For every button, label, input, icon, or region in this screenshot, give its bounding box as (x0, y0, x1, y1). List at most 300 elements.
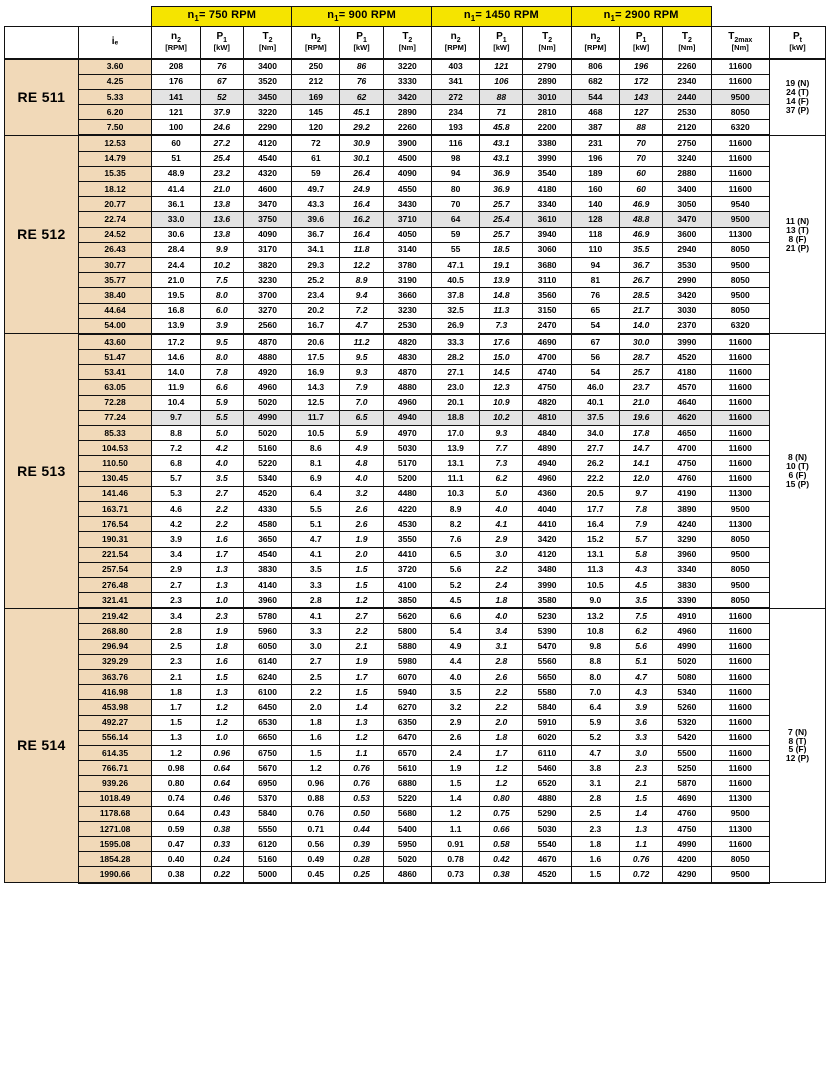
p1-cell: 37.9 (200, 105, 243, 120)
n2-cell: 0.88 (292, 791, 340, 806)
n2-cell: 4.5 (431, 593, 479, 609)
n2-cell: 0.64 (152, 806, 200, 821)
n2-cell: 41.4 (152, 182, 200, 197)
table-row (5, 395, 826, 410)
n2-cell: 70 (431, 197, 479, 212)
ratio-cell: 54.00 (78, 318, 152, 334)
n2-cell: 27.7 (571, 441, 619, 456)
p1-cell: 30.0 (620, 334, 663, 350)
n2-cell: 128 (571, 212, 619, 227)
n2-cell: 250 (292, 59, 340, 75)
table-row (5, 426, 826, 441)
t2-cell: 3470 (243, 197, 291, 212)
n2-cell: 5.6 (431, 562, 479, 577)
n2-cell: 231 (571, 135, 619, 151)
n2-cell: 0.45 (292, 867, 340, 883)
t2-cell: 3940 (523, 227, 571, 242)
t2-cell: 3050 (663, 197, 711, 212)
n2-cell: 10.5 (571, 577, 619, 592)
table-row (5, 624, 826, 639)
p1-cell: 4.0 (480, 608, 523, 624)
p1-cell: 3.2 (340, 486, 383, 501)
n2-cell: 51 (152, 151, 200, 166)
n2-cell: 1.1 (431, 821, 479, 836)
t2-cell: 3420 (523, 532, 571, 547)
t2-cell: 2440 (663, 89, 711, 104)
p1-cell: 1.3 (200, 685, 243, 700)
p1-cell: 14.1 (620, 456, 663, 471)
p1-cell: 36.9 (480, 182, 523, 197)
p1-cell: 2.2 (480, 700, 523, 715)
table-row (5, 654, 826, 669)
t2max-cell: 11600 (711, 151, 769, 166)
p1-cell: 7.2 (340, 303, 383, 318)
p1-cell: 0.24 (200, 852, 243, 867)
p1-cell: 0.53 (340, 791, 383, 806)
p1-cell: 0.33 (200, 837, 243, 852)
p1-cell: 30.9 (340, 135, 383, 151)
t2-cell: 3220 (383, 59, 431, 75)
n2-cell: 0.47 (152, 837, 200, 852)
ratio-cell: 15.35 (78, 166, 152, 181)
t2-cell: 5620 (383, 608, 431, 624)
p1-cell: 1.2 (480, 776, 523, 791)
t2-cell: 4180 (523, 182, 571, 197)
t2max-cell: 11300 (711, 486, 769, 501)
n2-cell: 2.0 (292, 700, 340, 715)
n2-cell: 0.74 (152, 791, 200, 806)
header-n2-2900: $n_2$ [RPM] (571, 27, 619, 59)
t2-cell: 5020 (243, 426, 291, 441)
n2-cell: 0.38 (152, 867, 200, 883)
p1-cell: 1.3 (200, 562, 243, 577)
t2-cell: 5420 (663, 730, 711, 745)
p1-cell: 1.7 (200, 547, 243, 562)
p1-cell: 21.0 (620, 395, 663, 410)
t2-cell: 5340 (663, 685, 711, 700)
table-row (5, 761, 826, 776)
n2-cell: 3.9 (152, 532, 200, 547)
n2-cell: 2.4 (431, 745, 479, 760)
n2-cell: 1.7 (152, 700, 200, 715)
p1-cell: 5.8 (620, 547, 663, 562)
p1-cell: 23.2 (200, 166, 243, 181)
t2-cell: 5840 (523, 700, 571, 715)
pt-cell: 19 (N) 24 (T) 14 (F) 37 (P) (769, 59, 825, 136)
n2-cell: 5.3 (152, 486, 200, 501)
p1-cell: 9.3 (340, 365, 383, 380)
table-row (5, 471, 826, 486)
p1-cell: 25.7 (480, 197, 523, 212)
t2-cell: 5390 (523, 624, 571, 639)
t2max-cell: 8050 (711, 105, 769, 120)
p1-cell: 2.0 (340, 547, 383, 562)
t2-cell: 3390 (663, 593, 711, 609)
n2-cell: 1.2 (152, 745, 200, 760)
t2max-cell: 9500 (711, 806, 769, 821)
t2max-cell: 11600 (711, 670, 769, 685)
p1-cell: 2.2 (340, 624, 383, 639)
p1-cell: 4.3 (620, 685, 663, 700)
t2-cell: 2340 (663, 74, 711, 89)
p1-cell: 21.0 (200, 182, 243, 197)
ratio-cell: 1854.28 (78, 852, 152, 867)
p1-cell: 45.1 (340, 105, 383, 120)
t2-cell: 5800 (383, 624, 431, 639)
t2max-cell: 11600 (711, 395, 769, 410)
t2-cell: 6520 (523, 776, 571, 791)
t2-cell: 5580 (523, 685, 571, 700)
n2-cell: 403 (431, 59, 479, 75)
t2-cell: 5000 (243, 867, 291, 883)
ratio-cell: 141.46 (78, 486, 152, 501)
p1-cell: 7.9 (620, 517, 663, 532)
p1-cell: 1.4 (340, 700, 383, 715)
n2-cell: 16.4 (571, 517, 619, 532)
p1-cell: 19.6 (620, 410, 663, 425)
t2-cell: 4090 (383, 166, 431, 181)
spacer-cell (5, 7, 79, 27)
n2-cell: 1.5 (431, 776, 479, 791)
ratio-cell: 51.47 (78, 350, 152, 365)
group-header-2900: $n_1= 2900$ RPM (571, 7, 711, 27)
t2-cell: 5680 (383, 806, 431, 821)
t2-cell: 3240 (663, 151, 711, 166)
table-row (5, 120, 826, 136)
p1-cell: 1.2 (200, 715, 243, 730)
p1-cell: 36.9 (480, 166, 523, 181)
ratio-cell: 85.33 (78, 426, 152, 441)
ratio-cell: 939.26 (78, 776, 152, 791)
t2-cell: 4990 (243, 410, 291, 425)
t2max-cell: 8050 (711, 242, 769, 257)
ratio-cell: 72.28 (78, 395, 152, 410)
p1-cell: 1.8 (480, 593, 523, 609)
p1-cell: 13.9 (480, 273, 523, 288)
t2-cell: 6100 (243, 685, 291, 700)
n2-cell: 20.1 (431, 395, 479, 410)
p1-cell: 1.8 (480, 730, 523, 745)
n2-cell: 341 (431, 74, 479, 89)
table-row (5, 517, 826, 532)
n2-cell: 387 (571, 120, 619, 136)
p1-cell: 5.5 (200, 410, 243, 425)
t2-cell: 5160 (243, 852, 291, 867)
n2-cell: 3.5 (431, 685, 479, 700)
t2-cell: 3450 (243, 89, 291, 104)
p1-cell: 12.3 (480, 380, 523, 395)
family-label: RE 514 (5, 608, 79, 882)
n2-cell: 10.3 (431, 486, 479, 501)
p1-cell: 3.0 (480, 547, 523, 562)
p1-cell: 1.2 (340, 730, 383, 745)
t2max-cell: 11600 (711, 182, 769, 197)
table-body (5, 59, 826, 883)
p1-cell: 1.9 (340, 654, 383, 669)
p1-cell: 1.3 (200, 577, 243, 592)
p1-cell: 8.0 (200, 288, 243, 303)
n2-cell: 5.4 (431, 624, 479, 639)
p1-cell: 4.5 (620, 577, 663, 592)
header-ratio: iₑ (78, 27, 152, 59)
header-p1-750: $P_1$ [kW] (200, 27, 243, 59)
t2-cell: 5980 (383, 654, 431, 669)
t2-cell: 6450 (243, 700, 291, 715)
p1-cell: 17.6 (480, 334, 523, 350)
p1-cell: 9.4 (340, 288, 383, 303)
ratio-cell: 1271.08 (78, 821, 152, 836)
p1-cell: 172 (620, 74, 663, 89)
p1-cell: 0.66 (480, 821, 523, 836)
p1-cell: 1.1 (340, 745, 383, 760)
ratio-cell: 3.60 (78, 59, 152, 75)
n2-cell: 682 (571, 74, 619, 89)
p1-cell: 196 (620, 59, 663, 75)
t2-cell: 4500 (383, 151, 431, 166)
n2-cell: 1.8 (292, 715, 340, 730)
n2-cell: 27.1 (431, 365, 479, 380)
group-header-1450: $n_1= 1450$ RPM (431, 7, 571, 27)
n2-cell: 2.9 (431, 715, 479, 730)
header-t2-2900: $T_2$ [Nm] (663, 27, 711, 59)
t2-cell: 3900 (383, 135, 431, 151)
n2-cell: 25.2 (292, 273, 340, 288)
n2-cell: 1.8 (571, 837, 619, 852)
n2-cell: 1.2 (292, 761, 340, 776)
t2-cell: 3520 (243, 74, 291, 89)
p1-cell: 0.38 (480, 867, 523, 883)
n2-cell: 6.9 (292, 471, 340, 486)
ratio-cell: 22.74 (78, 212, 152, 227)
t2-cell: 4050 (383, 227, 431, 242)
t2-cell: 6240 (243, 670, 291, 685)
header-t2-1450: $T_2$ [Nm] (523, 27, 571, 59)
n2-cell: 11.9 (152, 380, 200, 395)
p1-cell: 7.8 (620, 501, 663, 516)
p1-cell: 0.58 (480, 837, 523, 852)
p1-cell: 2.2 (480, 562, 523, 577)
n2-cell: 65 (571, 303, 619, 318)
t2-cell: 4640 (663, 395, 711, 410)
n2-cell: 30.6 (152, 227, 200, 242)
p1-cell: 9.9 (200, 242, 243, 257)
t2-cell: 5960 (243, 624, 291, 639)
table-row (5, 197, 826, 212)
t2-cell: 3850 (383, 593, 431, 609)
ratio-cell: 416.98 (78, 685, 152, 700)
n2-cell: 26.9 (431, 318, 479, 334)
t2max-cell: 6320 (711, 318, 769, 334)
t2-cell: 3700 (243, 288, 291, 303)
n2-cell: 48.9 (152, 166, 200, 181)
t2-cell: 4870 (243, 334, 291, 350)
p1-cell: 4.0 (340, 471, 383, 486)
t2-cell: 5840 (243, 806, 291, 821)
p1-cell: 76 (200, 59, 243, 75)
t2-cell: 4320 (243, 166, 291, 181)
p1-cell: 14.5 (480, 365, 523, 380)
n2-cell: 33.0 (152, 212, 200, 227)
t2-cell: 5870 (663, 776, 711, 791)
p1-cell: 9.3 (480, 426, 523, 441)
n2-cell: 32.5 (431, 303, 479, 318)
table-row (5, 547, 826, 562)
p1-cell: 11.2 (340, 334, 383, 350)
p1-cell: 3.5 (200, 471, 243, 486)
p1-cell: 1.1 (620, 837, 663, 852)
p1-cell: 1.0 (200, 730, 243, 745)
t2-cell: 6570 (383, 745, 431, 760)
t2-cell: 5030 (523, 821, 571, 836)
p1-cell: 7.5 (200, 273, 243, 288)
table-row (5, 257, 826, 272)
t2-cell: 4700 (663, 441, 711, 456)
t2-cell: 5880 (383, 639, 431, 654)
t2-cell: 4740 (523, 365, 571, 380)
t2-cell: 4190 (663, 486, 711, 501)
ratio-cell: 766.71 (78, 761, 152, 776)
ratio-cell: 257.54 (78, 562, 152, 577)
header-p1-2900: $P_1$ [kW] (620, 27, 663, 59)
t2max-cell: 9500 (711, 288, 769, 303)
p1-cell: 18.5 (480, 242, 523, 257)
gearbox-spec-table (4, 6, 826, 884)
p1-cell: 30.1 (340, 151, 383, 166)
n2-cell: 141 (152, 89, 200, 104)
p1-cell: 0.64 (200, 761, 243, 776)
ratio-cell: 176.54 (78, 517, 152, 532)
t2-cell: 3530 (663, 257, 711, 272)
ratio-cell: 296.94 (78, 639, 152, 654)
table-row (5, 577, 826, 592)
n2-cell: 40.1 (571, 395, 619, 410)
n2-cell: 0.98 (152, 761, 200, 776)
n2-cell: 59 (292, 166, 340, 181)
t2max-cell: 11300 (711, 821, 769, 836)
header-t2-900: $T_2$ [Nm] (383, 27, 431, 59)
n2-cell: 5.5 (292, 501, 340, 516)
t2max-cell: 11600 (711, 639, 769, 654)
p1-cell: 10.2 (200, 257, 243, 272)
table-row (5, 532, 826, 547)
p1-cell: 106 (480, 74, 523, 89)
n2-cell: 193 (431, 120, 479, 136)
t2-cell: 3220 (243, 105, 291, 120)
n2-cell: 36.1 (152, 197, 200, 212)
p1-cell: 4.9 (340, 441, 383, 456)
t2-cell: 5400 (383, 821, 431, 836)
n2-cell: 98 (431, 151, 479, 166)
pt-cell: 11 (N) 13 (T) 8 (F) 21 (P) (769, 135, 825, 333)
pt-cell: 7 (N) 8 (T) 5 (F) 12 (P) (769, 608, 825, 882)
t2-cell: 3750 (243, 212, 291, 227)
n2-cell: 6.6 (431, 608, 479, 624)
t2-cell: 4540 (243, 151, 291, 166)
t2-cell: 4700 (523, 350, 571, 365)
group-header-900: $n_1= 900$ RPM (292, 7, 432, 27)
ratio-cell: 7.50 (78, 120, 152, 136)
header-pt: $P_t$ [kW] (769, 27, 825, 59)
t2-cell: 2940 (663, 242, 711, 257)
n2-cell: 19.5 (152, 288, 200, 303)
table-row (5, 182, 826, 197)
n2-cell: 120 (292, 120, 340, 136)
n2-cell: 8.8 (152, 426, 200, 441)
column-header-row (5, 27, 826, 59)
p1-cell: 8.0 (200, 350, 243, 365)
t2max-cell: 9500 (711, 577, 769, 592)
table-row (5, 227, 826, 242)
n2-cell: 54 (571, 318, 619, 334)
t2-cell: 4960 (523, 471, 571, 486)
speed-group-header-row (5, 7, 826, 27)
n2-cell: 80 (431, 182, 479, 197)
n2-cell: 3.5 (292, 562, 340, 577)
n2-cell: 13.1 (571, 547, 619, 562)
p1-cell: 3.6 (620, 715, 663, 730)
p1-cell: 2.7 (340, 608, 383, 624)
n2-cell: 2.3 (152, 593, 200, 609)
n2-cell: 0.76 (292, 806, 340, 821)
n2-cell: 1.5 (292, 745, 340, 760)
t2-cell: 6050 (243, 639, 291, 654)
table-row (5, 867, 826, 883)
t2-cell: 4520 (523, 867, 571, 883)
t2-cell: 5540 (523, 837, 571, 852)
t2max-cell: 11600 (711, 74, 769, 89)
n2-cell: 9.7 (152, 410, 200, 425)
p1-cell: 70 (620, 151, 663, 166)
ratio-cell: 492.27 (78, 715, 152, 730)
n2-cell: 3.2 (431, 700, 479, 715)
p1-cell: 5.6 (620, 639, 663, 654)
t2max-cell: 8050 (711, 273, 769, 288)
t2-cell: 6650 (243, 730, 291, 745)
n2-cell: 2.7 (152, 577, 200, 592)
n2-cell: 3.3 (292, 624, 340, 639)
ratio-cell: 24.52 (78, 227, 152, 242)
t2-cell: 4220 (383, 501, 431, 516)
t2-cell: 4570 (663, 380, 711, 395)
table-row (5, 821, 826, 836)
t2max-cell: 11600 (711, 365, 769, 380)
p1-cell: 121 (480, 59, 523, 75)
t2-cell: 3780 (383, 257, 431, 272)
t2max-cell: 11600 (711, 700, 769, 715)
ratio-cell: 6.20 (78, 105, 152, 120)
p1-cell: 0.28 (340, 852, 383, 867)
ratio-cell: 130.45 (78, 471, 152, 486)
n2-cell: 3.4 (152, 608, 200, 624)
table-row (5, 715, 826, 730)
n2-cell: 1.3 (152, 730, 200, 745)
n2-cell: 3.8 (571, 761, 619, 776)
n2-cell: 4.7 (571, 745, 619, 760)
table-row (5, 501, 826, 516)
n2-cell: 208 (152, 59, 200, 75)
table-row (5, 685, 826, 700)
t2-cell: 4760 (663, 471, 711, 486)
t2-cell: 4750 (663, 456, 711, 471)
n2-cell: 17.7 (571, 501, 619, 516)
t2max-cell: 11600 (711, 350, 769, 365)
table-head (5, 7, 826, 59)
n2-cell: 145 (292, 105, 340, 120)
table-row (5, 456, 826, 471)
p1-cell: 4.8 (340, 456, 383, 471)
p1-cell: 24.6 (200, 120, 243, 136)
t2-cell: 4940 (523, 456, 571, 471)
